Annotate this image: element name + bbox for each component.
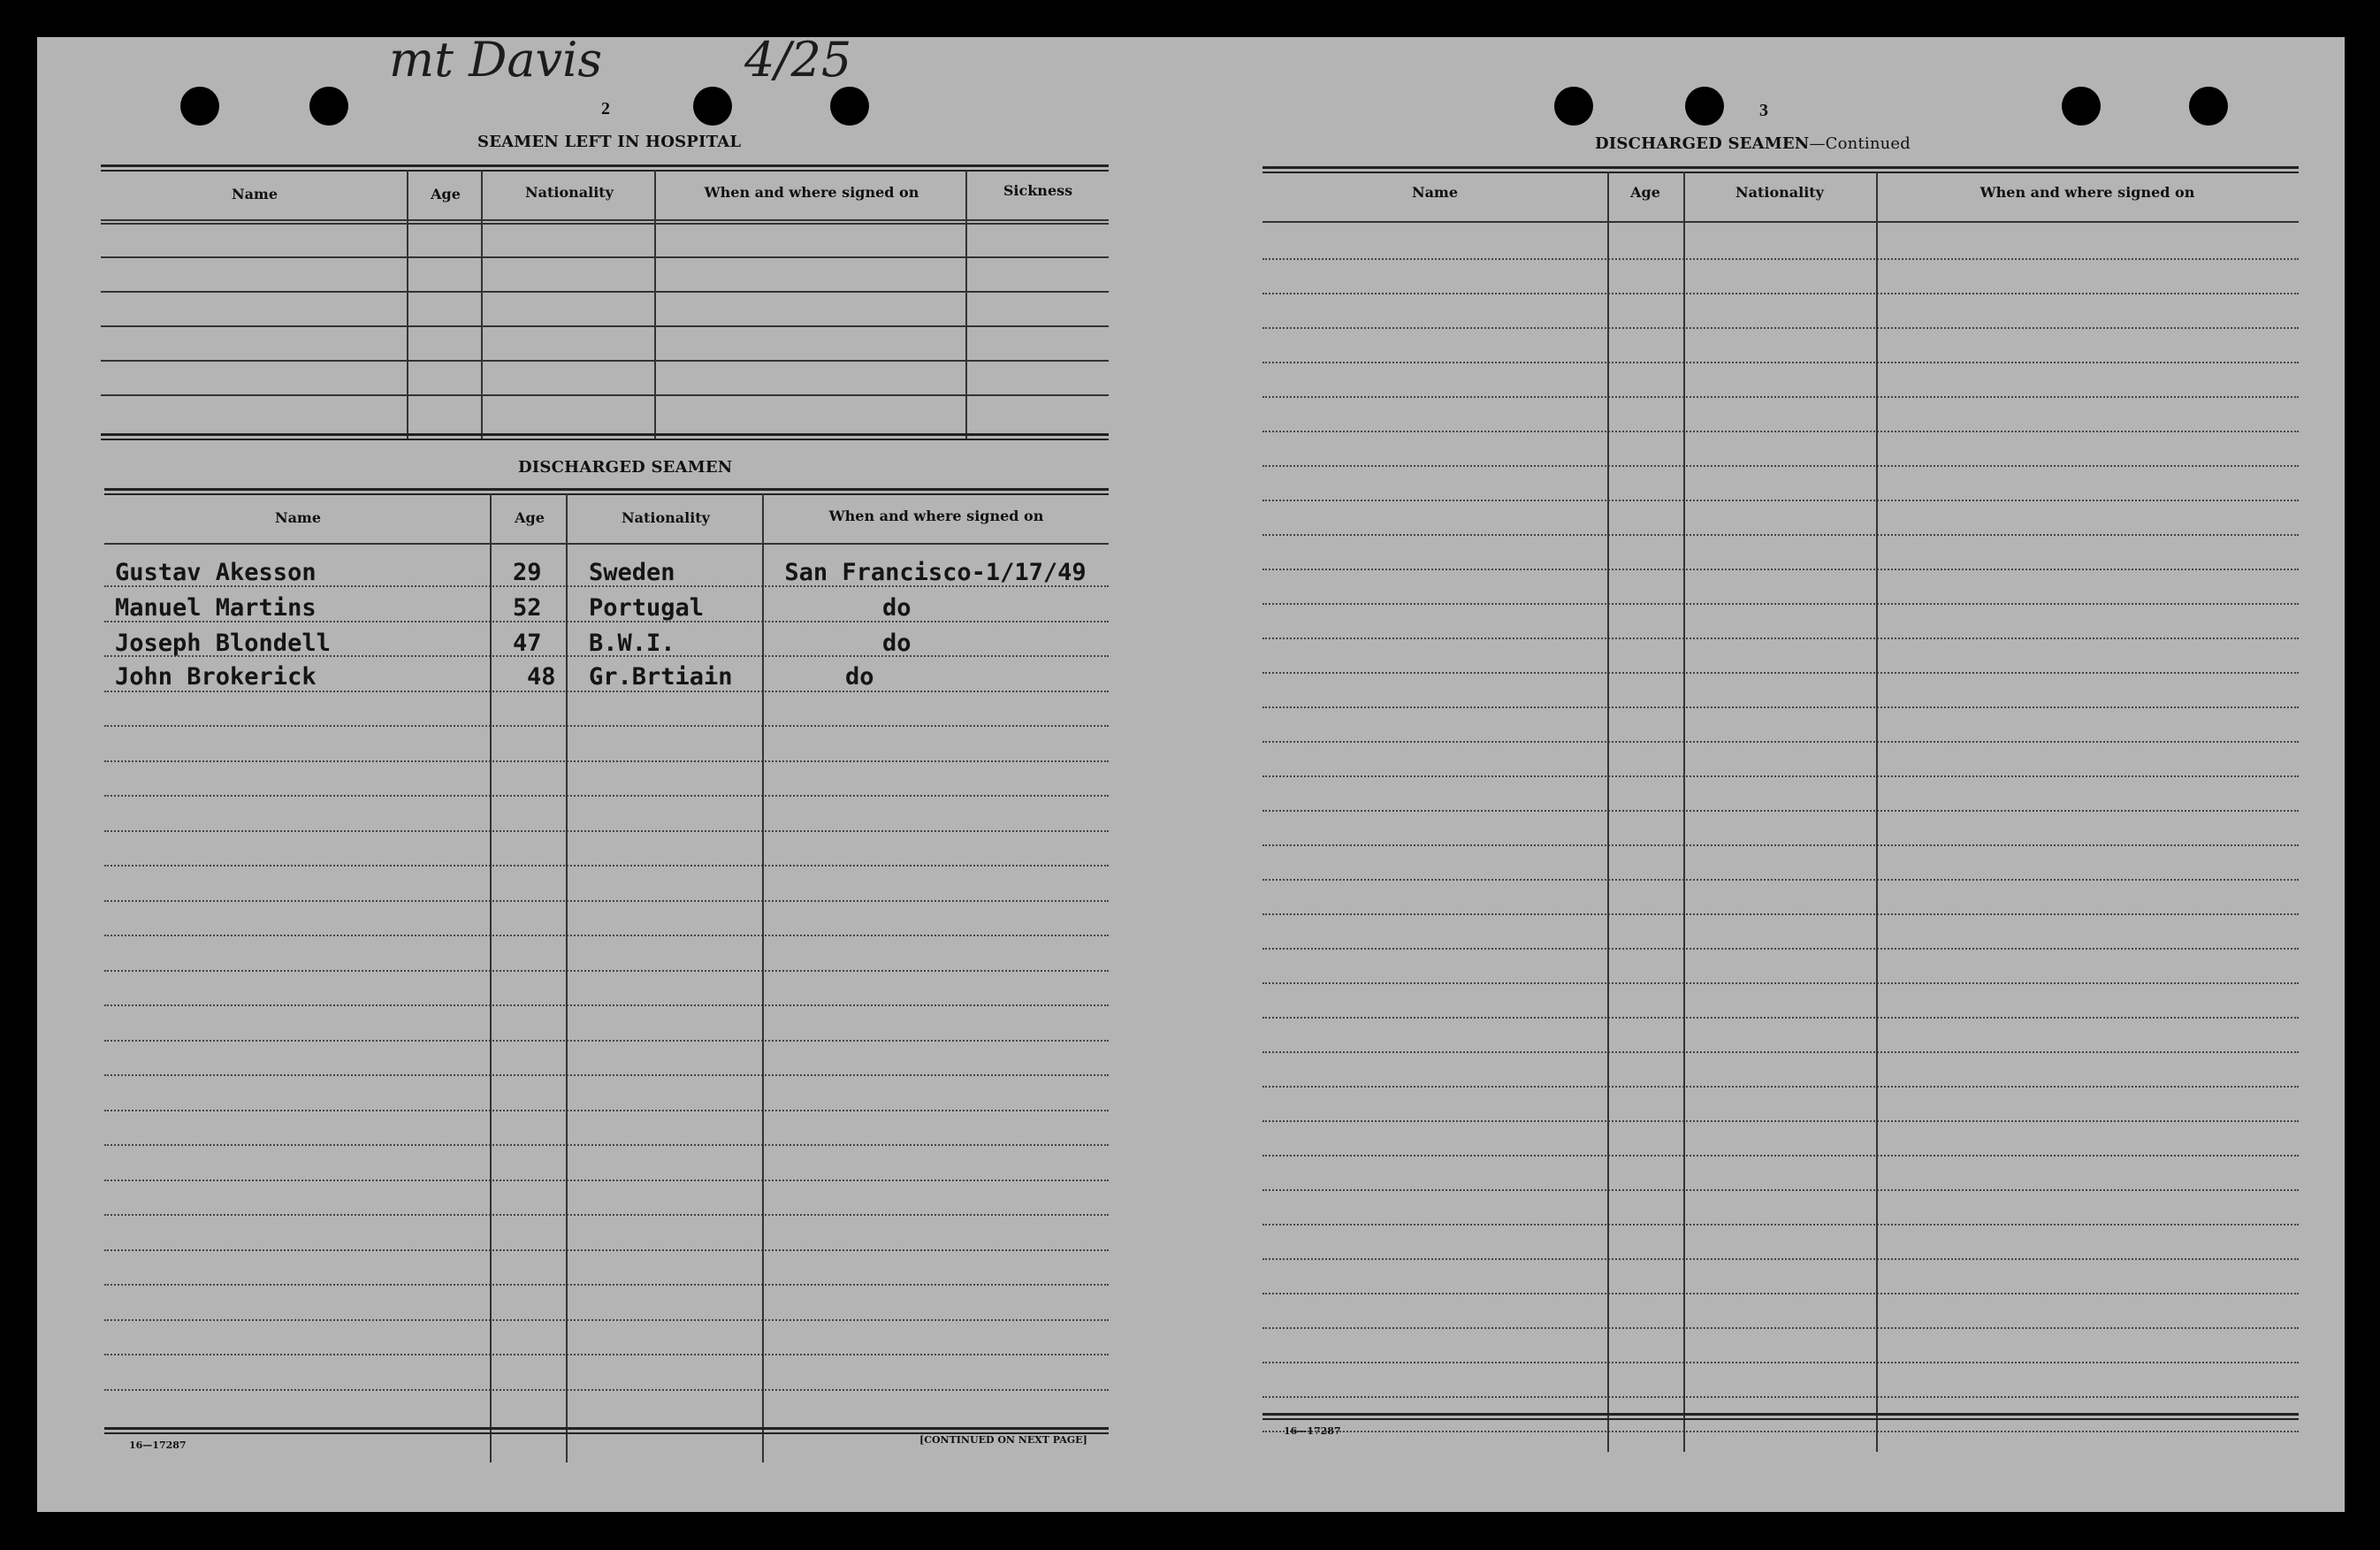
seaman-age: 47 xyxy=(513,630,542,657)
table-top-rule xyxy=(101,164,1109,172)
row-rule xyxy=(1262,1189,2299,1191)
row-rule xyxy=(1262,1293,2299,1294)
row-rule xyxy=(101,325,1109,327)
table-bottom-rule xyxy=(1262,1413,2299,1420)
row-rule xyxy=(104,935,1109,936)
row-rule xyxy=(1262,706,2299,708)
signed-on: San Francisco-1/17/49 xyxy=(784,559,1087,586)
row-rule xyxy=(1262,810,2299,812)
column-divider xyxy=(566,493,568,1462)
row-rule xyxy=(1262,982,2299,984)
seaman-nationality: Portugal xyxy=(589,594,705,622)
column-header: Name xyxy=(231,186,278,202)
row-rule xyxy=(104,1144,1109,1146)
column-divider xyxy=(965,170,967,439)
form-number: 16—17287 xyxy=(129,1439,187,1451)
table-bottom-rule xyxy=(104,1427,1109,1434)
table-bottom-rule xyxy=(101,433,1109,440)
discharged-section-title: DISCHARGED SEAMEN xyxy=(518,458,733,477)
page-number: 2 xyxy=(601,99,610,118)
column-header: When and where signed on xyxy=(828,508,1044,524)
row-rule xyxy=(1262,327,2299,329)
header-rule xyxy=(1262,221,2299,223)
seaman-name: Manuel Martins xyxy=(115,594,317,622)
row-rule xyxy=(104,1319,1109,1321)
signed-on: do xyxy=(882,630,912,657)
column-divider xyxy=(490,493,492,1462)
column-header: Nationality xyxy=(525,184,614,201)
punch-hole xyxy=(180,87,219,126)
form-number: 16—17287 xyxy=(1284,1425,1341,1437)
row-rule xyxy=(101,394,1109,396)
row-rule xyxy=(1262,1431,2299,1432)
row-rule xyxy=(1262,534,2299,536)
row-rule xyxy=(104,1110,1109,1111)
hospital-section-title: SEAMEN LEFT IN HOSPITAL xyxy=(477,133,742,151)
column-divider xyxy=(1683,172,1685,1452)
row-rule xyxy=(104,900,1109,902)
title-suffix: —Continued xyxy=(1809,134,1911,153)
row-rule xyxy=(104,1180,1109,1181)
handwritten-date: 4/25 xyxy=(744,32,852,88)
seaman-nationality: Sweden xyxy=(589,559,675,586)
row-rule xyxy=(1262,741,2299,743)
row-rule xyxy=(104,1284,1109,1286)
column-header: When and where signed on xyxy=(704,184,919,201)
row-rule xyxy=(1262,603,2299,605)
row-rule xyxy=(104,1074,1109,1076)
row-rule xyxy=(104,830,1109,832)
column-divider xyxy=(481,170,483,439)
punch-hole xyxy=(830,87,869,126)
row-rule xyxy=(101,291,1109,293)
continued-note: [CONTINUED ON NEXT PAGE] xyxy=(919,1434,1087,1446)
header-rule xyxy=(101,219,1109,221)
row-rule xyxy=(1262,396,2299,398)
row-rule xyxy=(104,795,1109,797)
row-rule xyxy=(1262,1051,2299,1053)
seaman-age: 52 xyxy=(513,594,542,622)
column-header: Name xyxy=(274,509,322,526)
row-rule xyxy=(1262,948,2299,950)
column-divider xyxy=(1607,172,1609,1452)
column-header: Nationality xyxy=(1735,184,1824,201)
row-rule xyxy=(1262,1327,2299,1329)
column-header: Nationality xyxy=(622,509,710,526)
handwritten-ship-name: mt Davis xyxy=(389,32,603,88)
punch-hole xyxy=(2189,87,2228,126)
column-divider xyxy=(1876,172,1878,1452)
page-number: 3 xyxy=(1759,101,1768,120)
signed-on: do xyxy=(845,663,874,691)
punch-hole xyxy=(2062,87,2101,126)
row-rule xyxy=(1262,293,2299,294)
row-rule xyxy=(1262,638,2299,639)
column-divider xyxy=(762,493,764,1462)
column-divider xyxy=(407,170,408,439)
row-rule xyxy=(104,1249,1109,1251)
table-top-rule xyxy=(1262,166,2299,173)
seaman-name: John Brokerick xyxy=(115,663,317,691)
row-rule xyxy=(104,970,1109,972)
row-rule xyxy=(1262,844,2299,846)
column-header: Name xyxy=(1411,184,1459,201)
discharged-continued-title xyxy=(1595,134,1911,153)
row-rule xyxy=(101,360,1109,362)
column-header: Age xyxy=(515,509,545,526)
manifest-sheet xyxy=(37,32,2345,1512)
column-header: Sickness xyxy=(1003,182,1073,199)
seaman-name: Gustav Akesson xyxy=(115,559,317,586)
column-header: When and where signed on xyxy=(1980,184,2195,201)
row-rule xyxy=(1262,1258,2299,1260)
row-rule xyxy=(1262,1120,2299,1122)
row-rule xyxy=(101,256,1109,258)
row-rule xyxy=(1262,500,2299,501)
seaman-nationality: B.W.I. xyxy=(589,630,675,657)
seaman-name: Joseph Blondell xyxy=(115,630,331,657)
title-main: DISCHARGED SEAMEN xyxy=(1595,134,1810,153)
punch-hole xyxy=(309,87,348,126)
row-rule xyxy=(1262,775,2299,777)
row-rule xyxy=(104,725,1109,727)
punch-hole xyxy=(1685,87,1724,126)
punch-hole xyxy=(1554,87,1593,126)
column-divider xyxy=(654,170,656,439)
row-rule xyxy=(104,760,1109,762)
column-header: Age xyxy=(1630,184,1660,201)
seaman-nationality: Gr.Brtiain xyxy=(589,663,733,691)
row-rule xyxy=(104,1389,1109,1391)
row-rule xyxy=(1262,465,2299,467)
row-rule xyxy=(1262,1086,2299,1088)
row-rule xyxy=(1262,1155,2299,1157)
seaman-age: 29 xyxy=(513,559,542,586)
row-rule xyxy=(1262,1396,2299,1398)
row-rule xyxy=(104,1354,1109,1355)
row-rule xyxy=(1262,913,2299,915)
row-rule xyxy=(1262,1224,2299,1225)
row-rule xyxy=(1262,362,2299,363)
row-rule xyxy=(1262,879,2299,881)
table-top-rule xyxy=(104,488,1109,495)
punch-hole xyxy=(693,87,732,126)
row-rule xyxy=(104,1040,1109,1042)
row-rule xyxy=(1262,569,2299,570)
column-header: Age xyxy=(431,186,461,202)
row-rule xyxy=(1262,672,2299,674)
header-rule xyxy=(104,543,1109,545)
signed-on: do xyxy=(882,594,912,622)
row-rule xyxy=(1262,1362,2299,1363)
row-rule xyxy=(1262,1017,2299,1019)
row-rule xyxy=(104,1214,1109,1216)
row-rule xyxy=(104,1004,1109,1006)
row-rule xyxy=(104,865,1109,867)
header-rule xyxy=(101,223,1109,225)
row-rule xyxy=(1262,258,2299,260)
seaman-age: 48 xyxy=(527,663,556,691)
row-rule xyxy=(1262,431,2299,432)
